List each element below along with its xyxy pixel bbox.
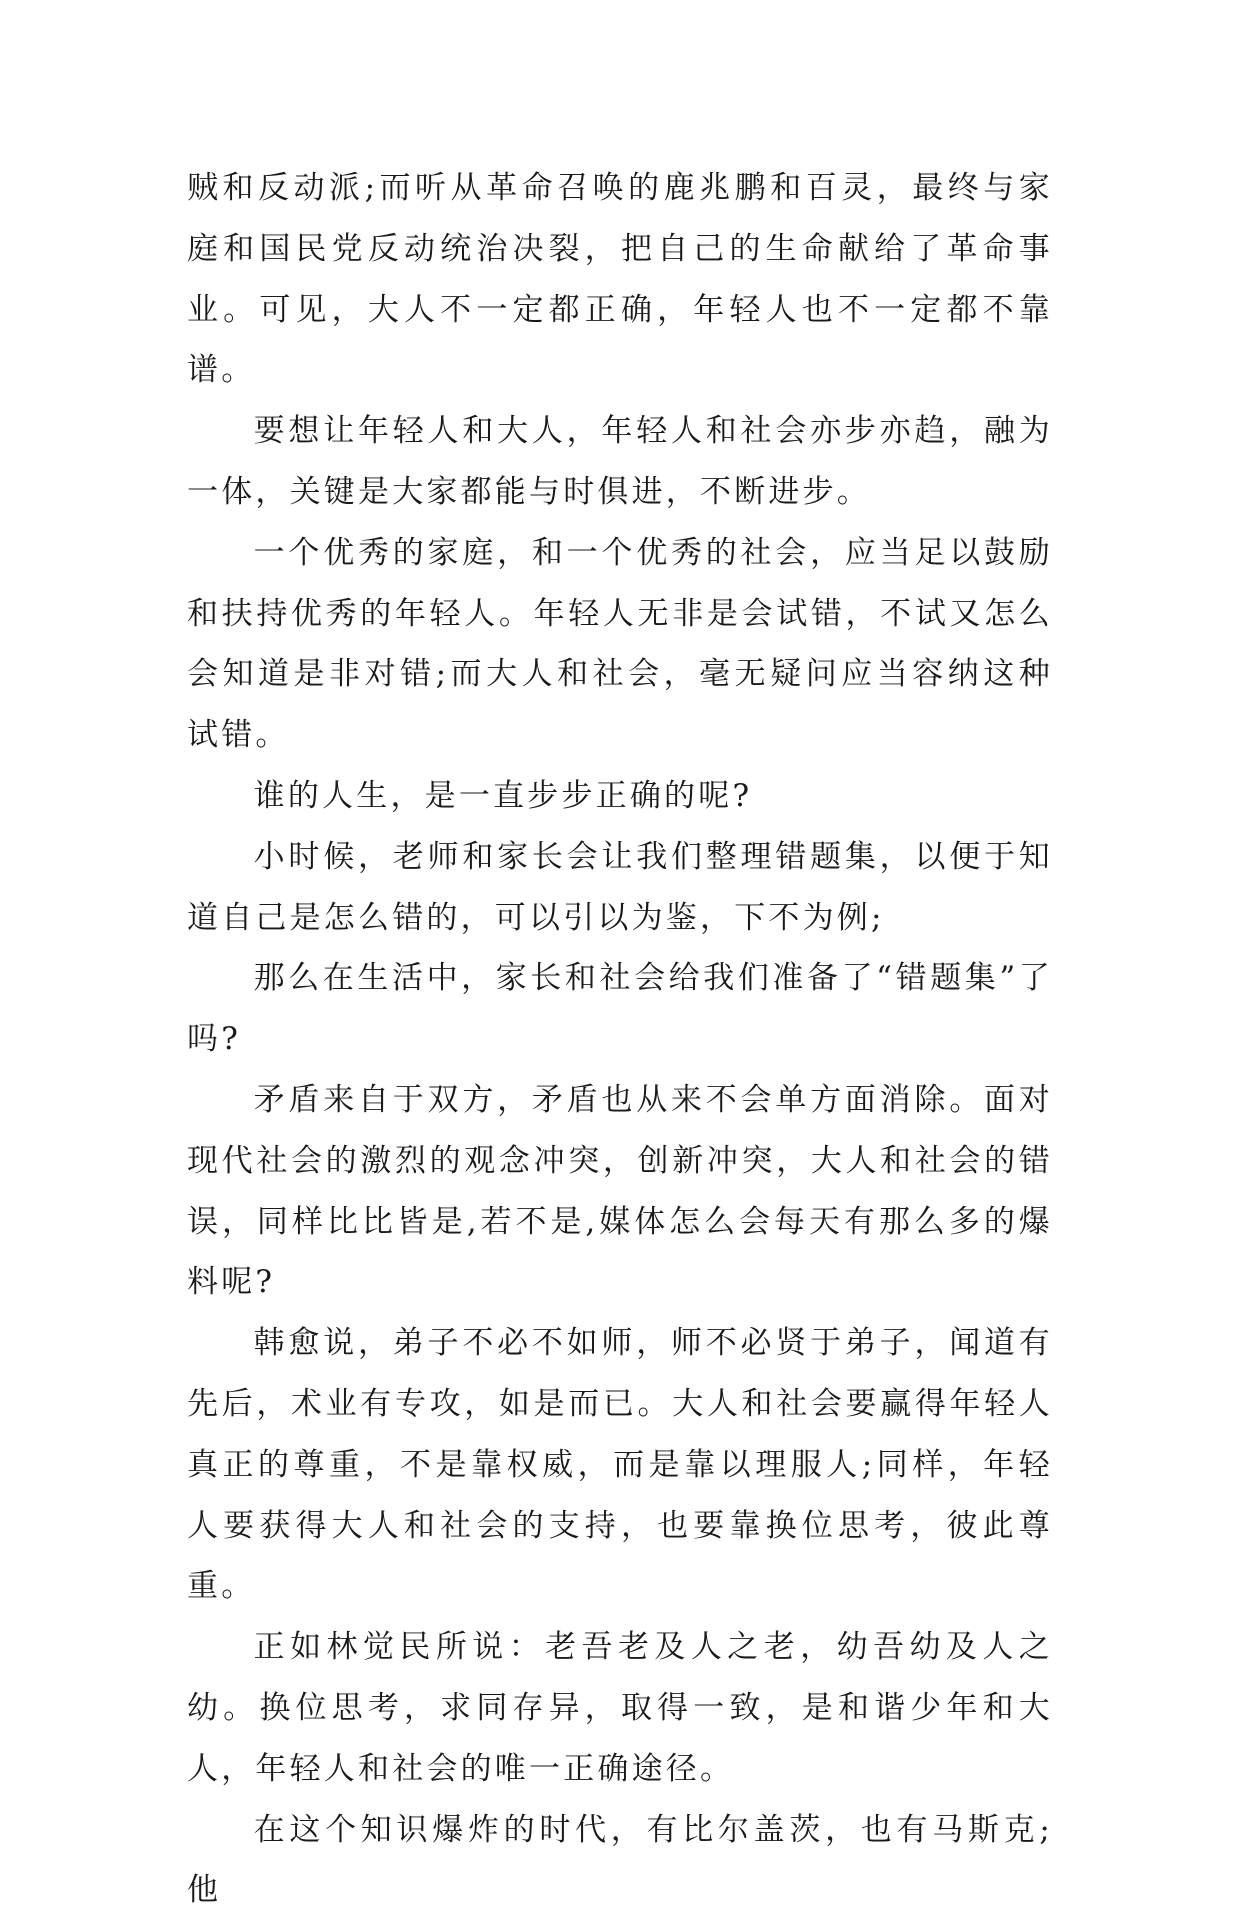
body-text (187, 158, 1053, 1921)
paragraph-10: 在这个知识爆炸的时代，有比尔盖茨，也有马斯克;他 (187, 1811, 1053, 1909)
paragraph-1: 贼和反动派;而听从革命召唤的鹿兆鹏和百灵，最终与家庭和国民党反动统治决裂，把自己的生命献给了革命事业。可见，大人不一定都正确，年轻人也不一定都不靠谱。 (187, 170, 1053, 389)
paragraph-9: 正如林觉民所说：老吾老及人之老，幼吾幼及人之幼。换位思考，求同存异，取得一致，是和谐少年和大人，年轻人和社会的唯一正确途径。 (187, 1629, 1053, 1787)
paragraph-3: 一个优秀的家庭，和一个优秀的社会，应当足以鼓励和扶持优秀的年轻人。年轻人无非是会试错，不试又怎么会知道是非对错;而大人和社会，毫无疑问应当容纳这种试错。 (187, 534, 1053, 754)
paragraph-2: 要想让年轻人和大人，年轻人和社会亦步亦趋，融为一体，关键是大家都能与时俱进，不断进步。 (187, 413, 1053, 510)
paragraph-8: 韩愈说，弟子不必不如师，师不必贤于弟子，闻道有先后，术业有专攻，如是而已。大人和社会要赢得年轻人真正的尊重，不是靠权威，而是靠以理服人;同样，年轻人要获得大人和社会的支持，也要靠换位思考，彼此尊重。 (187, 1325, 1053, 1605)
paragraph-6: 那么在生活中，家长和社会给我们准备了“错题集”了吗? (187, 960, 1053, 1058)
paragraph-4: 谁的人生，是一直步步正确的呢? (253, 777, 753, 814)
paragraph-5: 小时候，老师和家长会让我们整理错题集，以便于知道自己是怎么错的，可以引以为鉴，下不为例; (187, 838, 1053, 936)
paragraph-7: 矛盾来自于双方，矛盾也从来不会单方面消除。面对现代社会的激烈的观念冲突，创新冲突，大人和社会的错误，同样比比皆是,若不是,媒体怎么会每天有那么多的爆料呢? (187, 1081, 1053, 1301)
